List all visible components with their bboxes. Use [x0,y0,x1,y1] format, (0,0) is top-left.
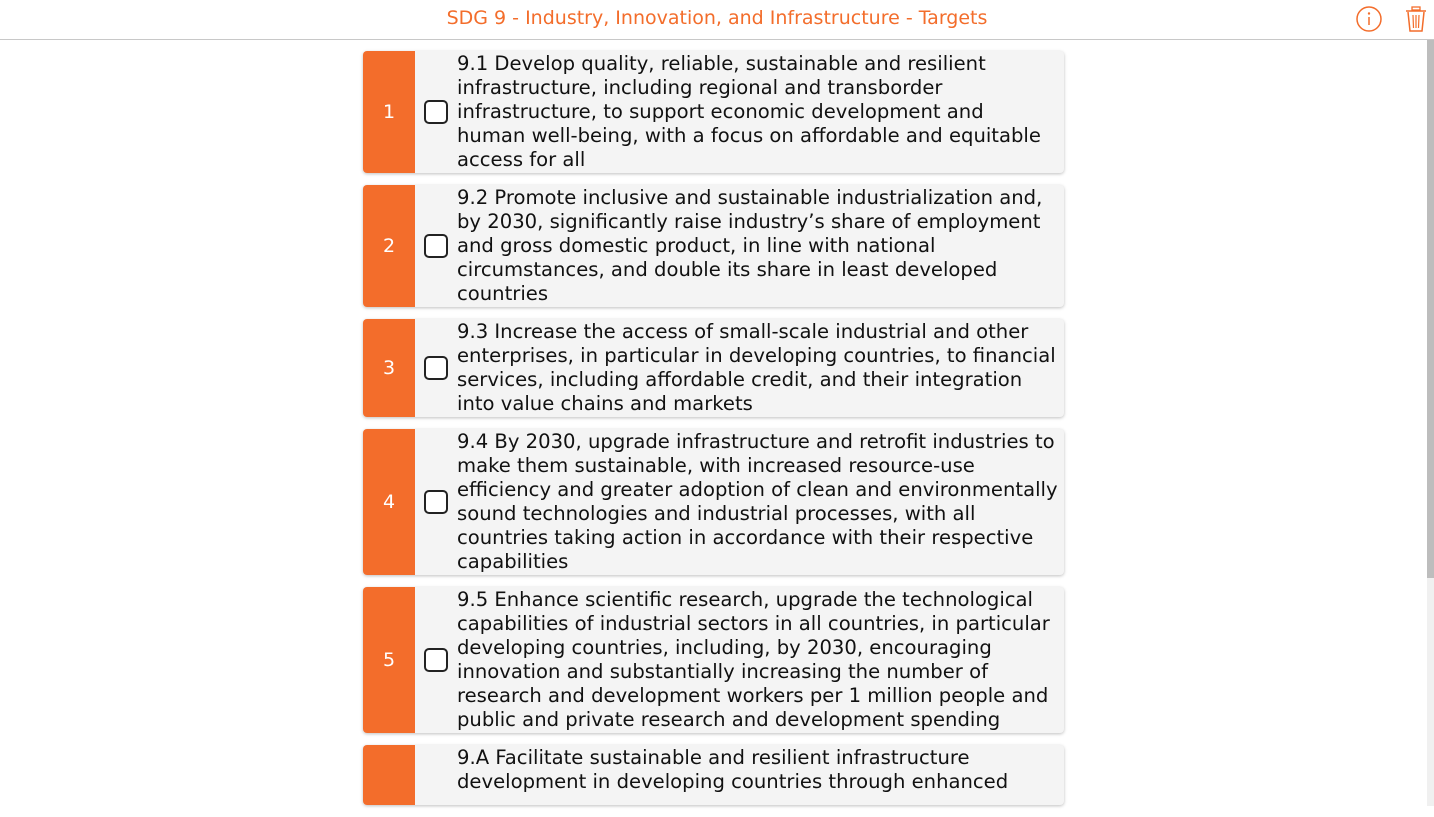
target-text: 9.4 By 2030, upgrade infrastructure and retrofit industries to make them sustainable, with increased resource-use efficiency and greater adoption of clean and environmentally sound technologies and industrial processes, with all countries taking action in accordance with their respective capabilities [457,430,1058,573]
info-icon[interactable] [1355,5,1383,33]
header [0,0,1434,40]
targets-list [363,51,1064,817]
page-title: SDG 9 - Industry, Innovation, and Infrastructure - Targets [446,7,988,29]
target-number: 4 [363,429,415,575]
target-checkbox[interactable] [424,100,448,124]
scrollbar[interactable] [1427,40,1434,806]
target-number: 3 [363,319,415,417]
target-card [363,319,1064,417]
target-checkbox[interactable] [424,234,448,258]
target-checkbox[interactable] [424,356,448,380]
target-text: 9.1 Develop quality, reliable, sustainable and resilient infrastructure, including regional and transborder infrastructure, to support economic development and human well-being, with a focus on affordable and equitable access for all [457,52,1041,171]
trash-icon[interactable] [1402,5,1430,33]
target-text: 9.2 Promote inclusive and sustainable industrialization and, by 2030, significantly raise industry’s share of employment and gross domestic product, in line with national circumstances, and double its share in least developed countries [457,186,1043,305]
target-text: 9.A Facilitate sustainable and resilient infrastructure development in developing countries through enhanced [457,746,1009,793]
target-number [363,745,415,805]
target-number: 1 [363,51,415,173]
target-card [363,429,1064,575]
target-number: 2 [363,185,415,307]
target-card [363,745,1064,805]
target-checkbox[interactable] [424,648,448,672]
target-text: 9.3 Increase the access of small-scale industrial and other enterprises, in particular in developing countries, to financial services, including affordable credit, and their integration into value chains and markets [457,320,1056,415]
target-number: 5 [363,587,415,733]
scrollbar-thumb[interactable] [1427,40,1434,578]
target-card [363,185,1064,307]
target-card [363,587,1064,733]
target-text: 9.5 Enhance scientific research, upgrade the technological capabilities of industrial sectors in all countries, in particular developing countries, including, by 2030, encouraging innovation and substantially increasing the number of research and development workers per 1 million people and public and private research and development spending [457,588,1050,731]
target-card [363,51,1064,173]
target-checkbox[interactable] [424,490,448,514]
